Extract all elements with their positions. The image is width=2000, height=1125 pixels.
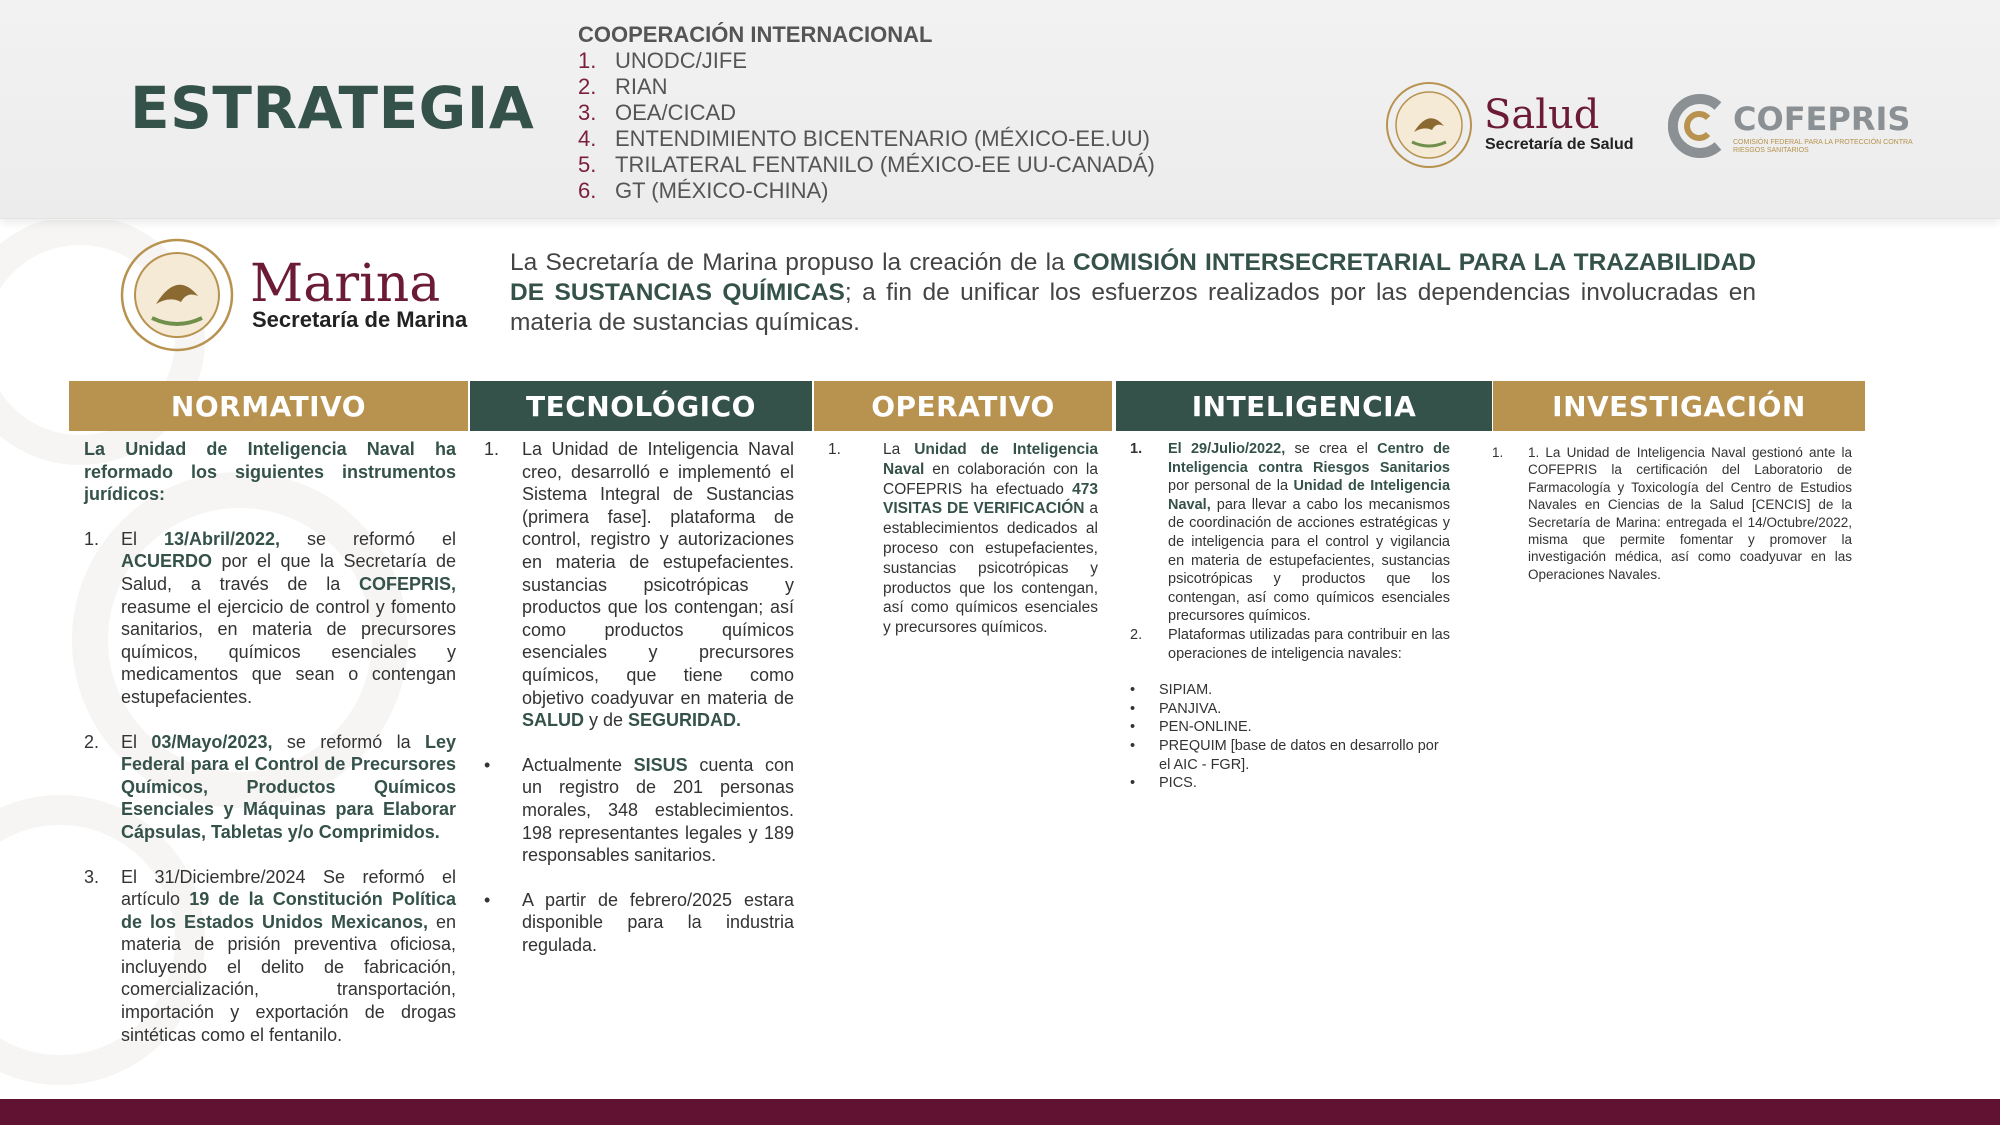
header-investigacion: INVESTIGACIÓN — [1493, 381, 1865, 431]
list-item: 1. 1. La Unidad de Inteligencia Naval gestionó ante la COFEPRIS la certificación del Laboratorio de Farmacología y Toxicología del Centro de Estudios Navales en Ciencias de la Salud [CENCIS] de la Secretaría de Marina: entregada el 14/Octubre/2022, misma que permite fomentar y promover la investigación médica, así como coadyuvar en las Operaciones Navales. — [1492, 445, 1852, 582]
list-item: 4. ENTENDIMIENTO BICENTENARIO (MÉXICO-EE.UU) — [578, 126, 1150, 151]
list-item: • Actualmente SISUS cuenta con un registro de 201 personas morales, 348 establecimientos. 198 representantes legales y 189 responsables sanitarios. — [484, 754, 794, 866]
column-inteligencia — [1130, 440, 1450, 793]
list-item: 5. TRILATERAL FENTANILO (MÉXICO-EE UU-CANADÁ) — [578, 152, 1155, 177]
list-item: 1. UNODC/JIFE — [578, 48, 747, 73]
column-investigacion — [1492, 444, 1852, 583]
list-item: • A partir de febrero/2025 estara disponible para la industria regulada. — [484, 889, 794, 955]
list-item: • PREQUIM [base de datos en desarrollo por el AIC - FGR]. — [1130, 737, 1439, 773]
list-item: 1. La Unidad de Inteligencia Naval en colaboración con la COFEPRIS ha efectuado 473 VISITAS DE VERIFICACIÓN a establecimientos dedicados al proceso con estupefacientes, sustancias psicotrópicas y productos que los contengan, así como químicos esenciales y precursores químicos. — [828, 441, 1098, 637]
footer-band — [0, 1099, 2000, 1125]
list-item: 2. RIAN — [578, 74, 668, 99]
cooperation-title: COOPERACIÓN INTERNACIONAL — [578, 22, 933, 47]
salud-logo: Salud — [1484, 92, 1600, 138]
list-item: 3. El 31/Diciembre/2024 Se reformó el artículo 19 de la Constitución Política de los Estados Unidos Mexicanos, en materia de prisión preventiva oficiosa, incluyendo el delito de fabricación, comercialización, transportación, importación y exportación de drogas sintéticas como el fentanilo. — [84, 866, 457, 1045]
list-item: • PICS. — [1130, 775, 1197, 792]
marina-emblem-icon — [118, 236, 236, 354]
header-inteligencia: INTELIGENCIA — [1116, 381, 1492, 431]
column-operativo — [828, 440, 1098, 638]
list-item: 2. Plataformas utilizadas para contribuir en las operaciones de inteligencia navales: — [1130, 626, 1450, 662]
list-item: 1. La Unidad de Inteligencia Naval creo, desarrolló e implementó el Sistema Integral de Sustancias (primera fase]. plataforma de control, registro y autorizaciones en materia de estupefacientes. sustancias psicotrópicas y productos que los contengan; así como productos químicos esenciales y precursores químicos, que tiene como objetivo coadyuvar en materia de SALUD y de SEGURIDAD. — [484, 439, 794, 731]
list-item: 2. El 03/Mayo/2023, se reformó la Ley Federal para el Control de Precursores Químicos, Productos Químicos Esenciales y Máquinas para Elaborar Cápsulas, Tabletas y/o Comprimidos. — [84, 731, 456, 842]
mexico-emblem-icon — [1384, 80, 1474, 170]
cofepris-subtitle: COMISIÓN FEDERAL PARA LA PROTECCIÓN CONTRA RIESGOS SANITARIOS — [1733, 139, 1913, 154]
cooperation-list — [578, 22, 1155, 204]
column-tecnologico — [484, 438, 794, 956]
list-item: • PANJIVA. — [1130, 700, 1222, 717]
intro-paragraph: La Secretaría de Marina propuso la creación de la COMISIÓN INTERSECRETARIAL PARA LA TRAZABILIDAD DE SUSTANCIAS QUÍMICAS; a fin de unificar los esfuerzos realizados por las dependencias involucradas en materia de sustancias químicas. — [510, 249, 1756, 336]
normativo-intro: La Unidad de Inteligencia Naval ha reformado los siguientes instrumentos jurídicos: — [84, 439, 456, 505]
list-item: 6. GT (MÉXICO-CHINA) — [578, 178, 829, 203]
marina-subtitle: Secretaría de Marina — [252, 307, 468, 332]
cofepris-logo-icon — [1668, 94, 1726, 158]
list-item: • PEN-ONLINE. — [1130, 719, 1252, 736]
list-item: 1. El 29/Julio/2022, se crea el Centro de Inteligencia contra Riesgos Sanitarios por personal de la Unidad de Inteligencia Naval, para llevar a cabo los mecanismos de coordinación de acciones estratégicas y de inteligencia para el control y vigilancia en materia de estupefacientes, sustancias psicotrópicas y productos que los contengan, así como químicos esenciales precursores químicos. — [1130, 441, 1451, 625]
header-normativo: NORMATIVO — [69, 381, 468, 431]
header-operativo: OPERATIVO — [814, 381, 1112, 431]
marina-logo: Marina — [250, 254, 441, 314]
list-item: 3. OEA/CICAD — [578, 100, 737, 125]
column-normativo — [84, 438, 456, 1046]
salud-subtitle: Secretaría de Salud — [1485, 136, 1634, 153]
cofepris-logo: COFEPRIS — [1733, 100, 1911, 138]
header-tecnologico: TECNOLÓGICO — [470, 381, 812, 431]
page-title: ESTRATEGIA — [130, 74, 535, 142]
list-item: • SIPIAM. — [1130, 682, 1213, 699]
list-item: 1. El 13/Abril/2022, se reformó el ACUERDO por el que la Secretaría de Salud, a través de la COFEPRIS, reasume el ejercicio de control y fomento sanitarios, en materia de precursores químicos, químicos esenciales y medicamentos que sean o contengan estupefacientes. — [84, 528, 456, 707]
